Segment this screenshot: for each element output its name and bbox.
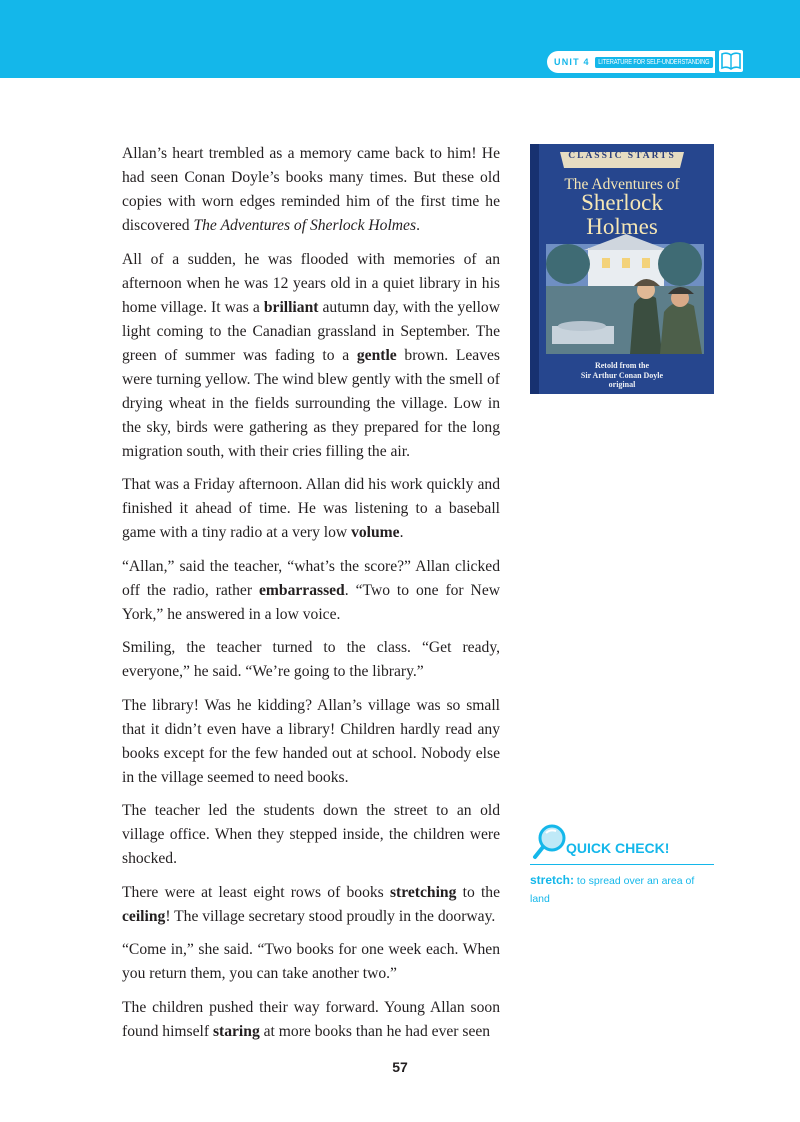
book-title: The Adventures of Sherlock Holmes [193,217,417,234]
vocab-word: ceiling [122,907,166,925]
page-number: 57 [392,1059,408,1075]
vocab-word: brilliant [263,298,319,316]
book-cover-image [530,144,714,394]
paragraph: “Come in,” she said. “Two books for one week each. When you return them, you can take another two.” [122,941,500,982]
unit-label-pill [547,51,715,73]
paragraph: Smiling, the teacher turned to the class. “Get ready, everyone,” he said. “We’re going to the library.” [122,639,500,680]
definition-text: to spread over an area of land [530,875,695,905]
paragraph: The library! Was he kidding? Allan’s village was so small that it didn’t even have a library! Children hardly read any books except for the few handed out at school. Nobody else in the village seemed to need books. [122,696,500,786]
paragraph: The children pushed their way forward. Young Allan soon found himself staring at more books than he had ever seen [122,998,500,1040]
magnifier-icon [532,823,568,861]
paragraph: The teacher led the students down the street to an old village office. When they stepped inside, the children were shocked. [122,802,500,867]
story-text [122,142,500,1053]
vocab-word: volume [351,524,400,541]
unit-number: UNIT 4 [554,57,590,67]
vocab-word: stretching [389,883,457,901]
paragraph: There were at least eight rows of books stretching to the ceiling! The village secretary stood proudly in the doorway. [122,883,501,925]
vocab-word: embarrassed [258,581,345,599]
divider [530,864,714,865]
paragraph: All of a sudden, he was flooded with memories of an afternoon when he was 12 years old in a quiet library in his home village. It was a brilliant autumn day, with the yellow light coming to the Canadian grassland in September. The green of summer was fading to a gentle brown. Leaves were turning yellow. The wind blew gently with the smell of drying wheat in the fields surrounding the village. Low in the sky, birds were gathering as they prepared for the long migration south, with their cries filling the air. [122,250,500,460]
paragraph: “Allan,” said the teacher, “what’s the score?” Allan clicked off the radio, rather embarrassed. “Two to one for New York,” he answered in a low voice. [122,557,501,623]
paragraph: That was a Friday afternoon. Allan did his work quickly and finished it ahead of time. He was listening to a baseball game with a tiny radio at a very low volume. [122,476,500,541]
unit-topic: LITERATURE FOR SELF-UNDERSTANDING [595,57,713,68]
vocab-definition [530,871,716,908]
cover-series-banner: CLASSIC STARTS [568,151,676,161]
open-book-icon [717,48,745,74]
cover-credit: Retold from the Sir Arthur Conan Doyle original [580,361,664,389]
cover-title-line: The Adventures of [564,176,680,193]
quick-check-title: QUICK CHECK! [566,840,670,856]
paragraph: Allan’s heart trembled as a memory came back to him! He had seen Conan Doyle’s books many times. But these old copies with worn edges reminded him of the first time he discovered The Adventures of Sherlock Holmes. [122,145,500,234]
cover-title-main: Sherlock Holmes [581,190,663,239]
vocab-word: gentle [356,346,397,364]
vocab-term: stretch: [530,873,575,887]
vocab-word: staring [212,1022,260,1040]
